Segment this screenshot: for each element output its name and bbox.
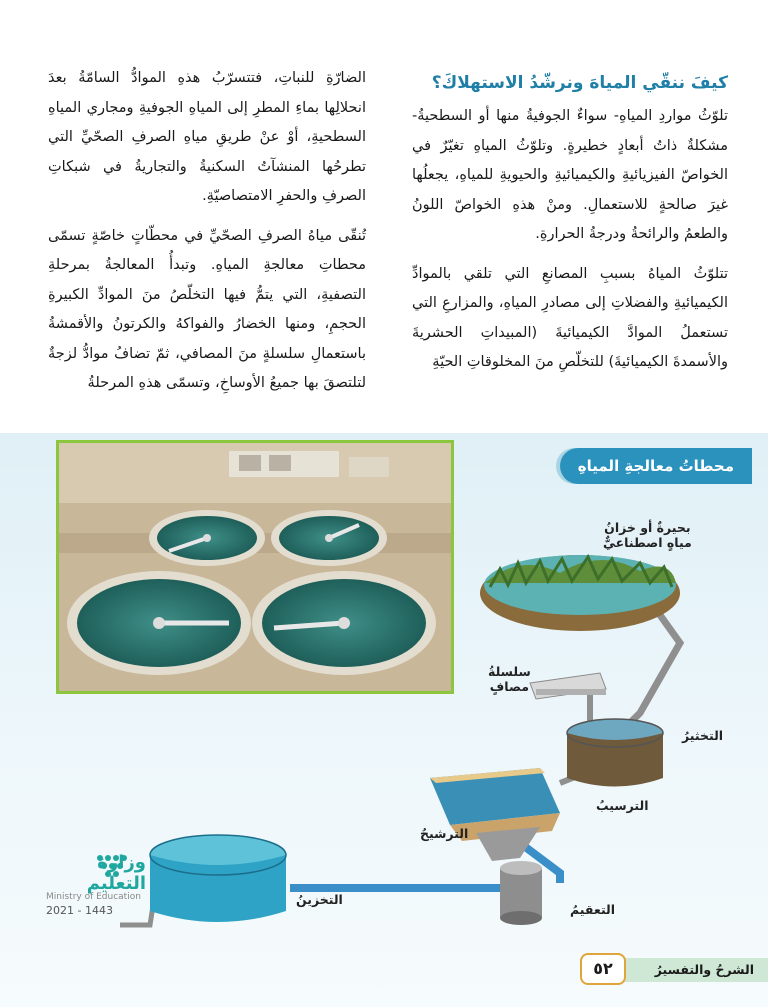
lake-reservoir: [480, 555, 680, 631]
sedimentation-basin: [430, 768, 560, 861]
paragraph: الضارّةِ للنباتِ، فتتسرّبُ هذهِ الموادُّ السامّةُ بعدَ انحلالِها بماءِ المطرِ إلى المياهِ الجوفيةِ ومجاري المياهِ السطحيةِ، أوْ عنْ طريقِ مياهِ الصرفِ الصحّيِّ التي تطرحُها المنشآتُ السكنيةُ والتجاريةُ في شبكاتِ الصرفِ والحفرِ الامتصاصيّةِ.: [48, 70, 366, 204]
footer-title: الشرحُ والتفسيرُ: [654, 962, 754, 977]
lake-label: بحيرةٌ أو خزانُ مياهٍ اصطناعيٌّ: [603, 520, 692, 550]
storage-label: التخزينُ: [296, 892, 343, 907]
coagulation-label: التخثيرُ: [682, 728, 724, 743]
section-heading: كيفَ ننقّي المياهَ ونرشّدُ الاستهلاكَ؟: [431, 73, 728, 93]
ministry-year: 2021 - 1443: [46, 904, 113, 917]
storage-tank: [150, 835, 286, 922]
sedimentation-label: الترسيبُ: [596, 798, 649, 813]
paragraph: تلوّثُ مواردِ المياهِ- سواءٌ الجوفيةُ منها أو السطحيةُ- مشكلةٌ ذاتُ أبعادٍ خطيرةٍ. وتلوّثُ المياهِ تغيّرٌ في الخواصّ الفيزيائيةِ والكيميائيةِ والحيويةِ للمياهِ، يجعلُها غيرَ صالحةٍ للاستعمالِ. ومنْ هذهِ الخواصّ اللونُ والطعمُ والرائحةُ ودرجةُ الحرارةِ.: [412, 108, 728, 242]
paragraph: تُنقّى مياهُ الصرفِ الصحّيِّ في محطّاتٍ خاصّةٍ تسمّى محطاتِ معالجةِ المياهِ. وتبدأُ المعالجةُ بمرحلةِ التصفيةِ، التي يتمُّ فيها التخلّصُ منَ الموادِّ الكبيرةِ الحجمِ، ومنها الخضارُ والفواكهُ والكرتونُ والأقمشةُ باستعمالِ سلسلةٍ منَ المصافي، ثمّ تضافُ موادُّ لزجةٌ لتلتصقَ بها جميعُ الأوساخِ، وتسمّى هذهِ المرحلةُ: [48, 227, 366, 391]
filtration-label: الترشيحُ: [420, 826, 469, 841]
ministry-name-en: Ministry of Education: [46, 892, 141, 902]
left-text-column: [48, 64, 366, 409]
paragraph: تتلوّثُ المياهُ بسببِ المصانعِ التي تلقي بالموادِّ الكيميائيةِ والفضلاتِ إلى مصادرِ المياهِ، والمزارعِ التي تستعملُ الموادَّ الكيميائيةَ (المبيداتِ الحشريةَ والأسمدةَ الكيميائيةَ) للتخلّصِ منَ المخلوقاتِ الحيّةِ: [412, 265, 728, 370]
ministry-watermark: [46, 852, 166, 917]
ministry-name-ar: وزارة التعليم: [86, 852, 146, 894]
filters-label: سلسلةُ مصافٍ: [488, 664, 531, 694]
page-number: ٥٢: [580, 953, 626, 985]
right-text-column: [412, 64, 728, 388]
section-title-tab: محطاتُ معالجةِ المياهِ: [560, 448, 752, 484]
sterilization-label: التعقيمُ: [570, 902, 616, 917]
sterilization-tank: [500, 861, 542, 925]
filter-screens: [530, 673, 606, 699]
coagulation-tank: [567, 719, 663, 787]
